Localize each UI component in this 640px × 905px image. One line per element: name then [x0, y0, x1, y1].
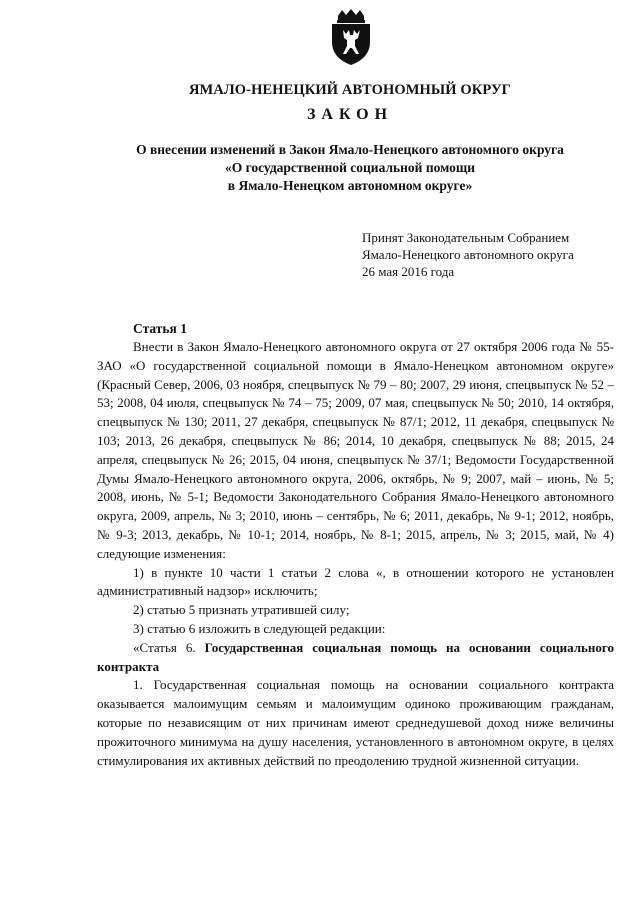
quoted-article-title: Государственная социальная помощь на основании социального контракта [97, 639, 614, 674]
article-body [97, 338, 614, 770]
adoption-note [362, 229, 574, 280]
law-heading: ЗАКОН [306, 106, 394, 123]
coat-of-arms-icon [326, 8, 376, 66]
amendment-item: 1) в пункте 10 части 1 статьи 2 слова «, в отношении которого не установлен административный надзор» исключить; [97, 564, 614, 599]
quoted-article-number: «Статья 6. [133, 639, 196, 655]
article-intro: Внести в Закон Ямало-Ненецкого автономного округа от 27 октября 2006 года № 55-ЗАО «О государственной социальной помощи в Ямало-Ненецком автономном округе» (Красный Север, 2006, 03 ноября, спецвыпуск № 79 – 80; 2007, 29 июня, спецвыпуск № 52 – 53; 2008, 04 июля, спецвыпуск № 74 – 75; 2009, 07 мая, спецвыпуск № 50; 2010, 14 октября, спецвыпуск № 130; 2011, 27 декабря, спецвыпуск № 87/1; 2012, 11 декабря, спецвыпуск № 103; 2013, 26 декабря, спецвыпуск № 86; 2014, 10 декабря, спецвыпуск № 88; 2015, 24 апреля, спецвыпуск № 26; 2015, 04 июня, спецвыпуск № 37/1; Ведомости Государственной Думы Ямало-Ненецкого автономного округа, 2006, октябрь, № 9; 2007, май – июнь, № 5; 2008, июнь, № 5-1; Ведомости Законодательного Собрания Ямало-Ненецкого автономного округа, 2009, апрель, № 3; 2010, июнь – сентябрь, № 6; 2011, декабрь, № 9-1; 2012, ноябрь, № 9-3; 2013, декабрь, № 10-1; 2014, ноябрь, № 8-1; 2015, апрель, № 3; 2015, май, № 4) следующие изменения: [97, 339, 614, 561]
quoted-article-heading [97, 639, 614, 677]
adoption-line: Принят Законодательным Собранием [362, 230, 570, 245]
region-name: ЯМАЛО-НЕНЕЦКИЙ АВТОНОМНЫЙ ОКРУГ [188, 82, 512, 98]
adoption-line: Ямало-Ненецкого автономного округа [362, 247, 574, 262]
adoption-date: 26 мая 2016 года [362, 264, 455, 279]
amendment-item: 3) статью 6 изложить в следующей редакции: [133, 620, 386, 636]
amendment-item: 2) статью 5 признать утратившей силу; [133, 602, 350, 618]
quoted-article-paragraph: 1. Государственная социальная помощь на основании социального контракта оказывается малоимущим семьям и малоимущим одиноко проживающим гражданам, которые по независящим от них причинам имеют среднедушевой доход ниже величины прожиточного минимума на душу населения, установленного в автономном округе, в целях стимулирования их активных действий по преодолению трудной жизненной ситуации. [97, 677, 614, 768]
article-heading: Статья 1 [133, 321, 187, 336]
law-title-line: О внесении изменений в Закон Ямало-Ненецкого автономного округа [136, 142, 564, 157]
law-title [60, 141, 640, 195]
law-title-line: в Ямало-Ненецком автономном округе» [227, 178, 473, 193]
law-title-line: «О государственной социальной помощи [224, 160, 476, 175]
